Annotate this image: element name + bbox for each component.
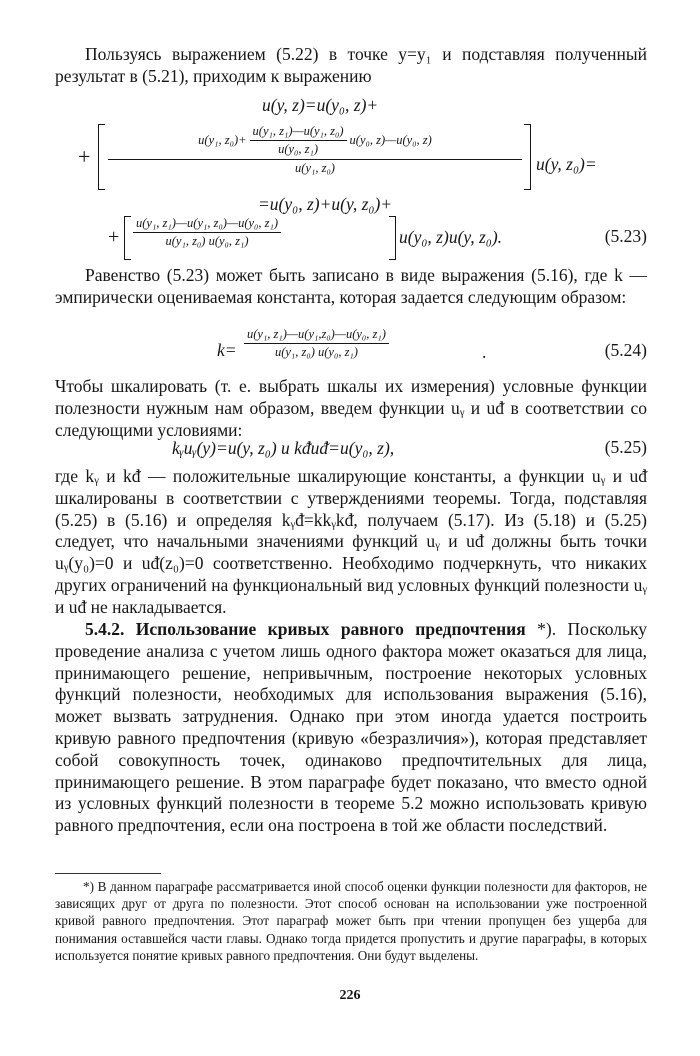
eq523-num-b: u(y₀, z)—u(y₀, z) — [349, 133, 432, 147]
eq523-right-bracket — [524, 124, 531, 190]
eq524-number: (5.24) — [604, 340, 647, 360]
paragraph-4 — [55, 466, 647, 619]
eq524-fraction — [244, 327, 389, 360]
eq524-den: u(y₁, z₀) u(y₀, z₁) — [244, 343, 389, 360]
paragraph-3 — [55, 376, 647, 441]
eq525-body: kᵧuᵧ(y)=u(y, z₀) и kᵭuᵭ=u(y₀, z), — [172, 438, 395, 458]
section-heading-mark: *). — [537, 619, 557, 639]
eq523-line4-num: u(y₁, z₁)—u(y₁, z₀)—u(y₀, z₁) — [136, 216, 279, 230]
eq523-left-bracket-2 — [124, 216, 131, 260]
eq525-number: (5.25) — [604, 437, 647, 457]
eq524-end: . — [482, 342, 487, 362]
eq523-number: (5.23) — [604, 226, 647, 246]
eq523-line3: =u(y₀, z)+u(y, z₀)+ — [258, 194, 393, 214]
paragraph-5-text: Поскольку проведение анализа с учетом лишь одного фактора может оказаться для лица, принимающего решение, непривычным, построение некоторых условных функций полезности, необходимых для использования выражения (5.16), может вызвать затруднения. Однако при этом иногда удается построить кривую равного предпочтения (кривую «безразличия»), которая представляет собой совокупность точек, одинаково предпочтительных для лица, принимающего решение. В этом параграфе будет показано, что вместо одной из условных функций полезности в теореме 5.2 можно использовать кривую равного предпочтения, если она построена в той же области последствий. — [55, 619, 647, 836]
eq523-big-den: u(y₁, z₀) — [108, 159, 522, 176]
eq523-line4-after: u(y₀, z)u(y, z₀). — [399, 227, 503, 247]
eq523-inner-num: u(y₁, z₁)—u(y₁, z₀) — [252, 124, 344, 138]
eq523-left-bracket — [98, 124, 105, 190]
paragraph-4-text: где kᵧ и kᵭ — положительные шкалирующие константы, а функции uᵧ и uᵭ шкалированы в соответствии с утверждениями теоремы. Тогда, подставляя (5.25) в (5.16) и определяя kᵧᵭ=kkᵧkᵭ, получаем (5.17). Из (5.18) и (5.25) следует, что начальными значениями функций uᵧ и uᵭ должны быть точки uᵧ(y₀)=0 и uᵭ(z₀)=0 соответственно. Необходимо подчеркнуть, что никаких других ограничений на функциональный вид условных функций полезности uᵧ и uᵭ не накладывается. — [55, 466, 647, 617]
footnote: *) В данном параграфе рассматривается иной способ оценки функции полезности для факторов, не зависящих друг от друга по полезности. Этот способ основан на использовании уже построенной кривой равного предпочтения. Этот параграф может быть при чтении пропущен без ущерба для понимания оставшейся части главы. Однако тогда придется пропустить и другие параграфы, в которых используется понятие кривых равного предпочтения. Они будут выделены. — [55, 879, 647, 963]
eq523-inner-den: u(y₀, z₁) — [250, 140, 347, 157]
paragraph-intro-text: Пользуясь выражением (5.22) в точке y=y₁ и подставляя полученный результат в (5.21), приходим к выражению — [55, 44, 647, 86]
paragraph-2-text: Равенство (5.23) может быть записано в виде выражения (5.16), где k — эмпирически оцениваемая константа, которая задается следующим образом: — [55, 265, 647, 307]
section-heading: 5.4.2. Использование кривых равного предпочтения — [85, 619, 526, 639]
eq523-line4-fraction — [133, 216, 281, 249]
eq524-num: u(y₁, z₁)—u(y₁,z₀)—u(y₀, z₁) — [247, 327, 386, 341]
eq523-right-bracket-2 — [389, 216, 396, 260]
eq523-line4-den: u(y₁, z₀) u(y₀, z₁) — [133, 232, 281, 249]
eq523-plus: + — [78, 144, 91, 169]
footnote-separator — [55, 873, 161, 874]
paragraph-3-text: Чтобы шкалировать (т. е. выбрать шкалы их измерения) условные функции полезности нужным нам образом, введем функции uᵧ и uᵭ в соответствии со следующими условиями: — [55, 376, 647, 440]
paragraph-intro — [55, 44, 647, 88]
page-number: 226 — [339, 988, 361, 1003]
eq523-num-a: u(y₁, z₀)+ — [198, 133, 247, 147]
eq523-plus-2: + — [108, 226, 120, 248]
eq523-line1: u(y, z)=u(y₀, z)+ — [262, 95, 379, 115]
eq523-big-fraction — [108, 124, 522, 188]
eq524-lhs: k= — [217, 340, 237, 360]
paragraph-2 — [55, 265, 647, 309]
eq523-after-bracket: u(y, z₀)= — [536, 154, 597, 174]
section-5-4-2 — [55, 619, 647, 837]
